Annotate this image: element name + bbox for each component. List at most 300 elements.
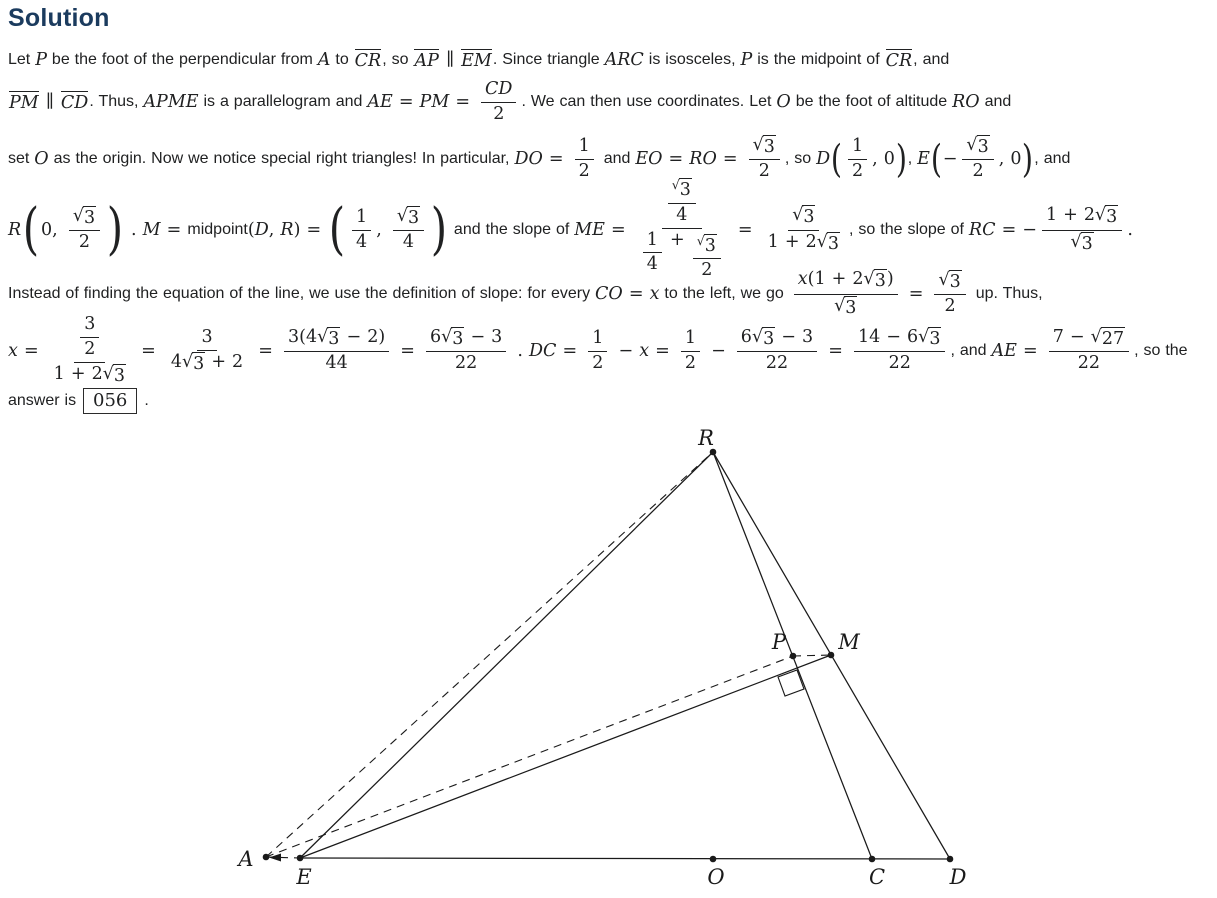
big-paren: (: [22, 197, 40, 262]
fraction-numerator: [197, 327, 216, 351]
math-roman: =: [604, 220, 632, 240]
math-roman: 22: [888, 353, 911, 374]
math-roman: 3: [407, 207, 420, 228]
math-roman: 1: [684, 327, 696, 348]
math-roman: =: [1016, 341, 1044, 361]
fraction: [167, 327, 247, 376]
solution-line-6: [8, 314, 1211, 386]
radical-sign-icon: √: [834, 295, 846, 316]
fraction-denominator: [885, 352, 915, 375]
math-variable: O: [34, 149, 49, 169]
math-roman: =: [716, 149, 744, 169]
fraction: [681, 328, 700, 375]
math-roman: ,: [376, 220, 388, 240]
text-run: .: [139, 392, 149, 409]
square-root: [918, 327, 941, 351]
fraction-numerator: [588, 328, 607, 352]
square-root: [834, 296, 857, 320]
math-roman: =: [394, 341, 421, 361]
radicand: [827, 232, 840, 256]
fraction-denominator: [672, 204, 691, 227]
math-roman: ): [886, 268, 894, 289]
math-roman: 3: [1081, 233, 1093, 254]
math-overline: PM: [9, 92, 39, 113]
fraction: [575, 136, 594, 183]
fraction-numerator: [352, 207, 371, 231]
math-variable: PM: [419, 92, 450, 112]
dashed-segment-PM: [793, 655, 831, 656]
fraction-numerator: [74, 314, 105, 363]
text-run: , and: [1034, 150, 1071, 167]
text-run: answer is: [8, 392, 82, 409]
math-roman: =: [662, 149, 690, 169]
math-roman: 1: [592, 327, 604, 348]
math-roman: 2: [493, 103, 505, 124]
fraction: [668, 178, 696, 227]
math-roman: 3: [977, 136, 989, 157]
fraction-numerator: [481, 79, 516, 103]
radicand: [874, 269, 887, 293]
point-C: [869, 856, 876, 863]
square-root: [182, 352, 205, 376]
math-roman: 4: [402, 232, 415, 253]
math-roman: 3: [704, 235, 716, 256]
math-roman: 6: [740, 326, 752, 347]
square-root: [697, 234, 717, 258]
math-roman: 14 − 6: [857, 326, 919, 347]
page-title: Solution: [8, 4, 110, 32]
math-variable: R: [280, 220, 294, 240]
text-run: . Thus,: [89, 93, 144, 110]
radical-sign-icon: √: [671, 176, 680, 192]
radical-sign-icon: √: [1070, 231, 1082, 252]
radical-sign-icon: √: [181, 351, 194, 372]
math-roman: 1: [578, 135, 590, 156]
solution-line-4: [8, 176, 1211, 281]
fraction-numerator: [662, 178, 702, 229]
label-A: A: [238, 847, 254, 871]
math-roman: 3: [763, 136, 775, 157]
math-roman: 3: [874, 270, 886, 291]
math-roman: =: [17, 341, 45, 361]
math-roman: (: [247, 220, 255, 240]
radical-sign-icon: √: [396, 205, 408, 226]
radicand: [1105, 205, 1118, 229]
fraction-numerator: [681, 328, 700, 352]
math-roman: =: [252, 341, 279, 361]
fraction: [481, 79, 516, 126]
big-paren: ): [895, 137, 907, 181]
fraction-numerator: [1042, 205, 1122, 231]
radicand: [1101, 327, 1125, 351]
math-roman: 2: [78, 232, 91, 253]
solution-paragraph: [8, 43, 1211, 419]
point-D: [947, 856, 954, 863]
math-variable: RO: [952, 92, 980, 112]
fraction: [749, 135, 780, 184]
radicand: [451, 327, 464, 351]
math-roman: 2: [578, 160, 590, 181]
fraction-numerator: [668, 178, 696, 204]
radical-sign-icon: √: [751, 326, 764, 347]
big-paren: (: [930, 137, 942, 181]
fraction: [69, 206, 100, 255]
square-root: [73, 206, 96, 230]
math-roman: 22: [455, 353, 478, 374]
math-roman: =: [822, 341, 849, 361]
math-roman: 2: [592, 352, 604, 373]
fraction: [643, 230, 662, 277]
point-A: [263, 854, 270, 861]
radical-sign-icon: √: [752, 134, 764, 155]
radicand: [113, 364, 126, 388]
text-run: , so: [382, 51, 414, 68]
triangle-diagram: [0, 425, 1217, 898]
big-paren: (: [328, 197, 346, 262]
fraction-denominator: [588, 352, 607, 375]
math-roman: =: [542, 149, 570, 169]
math-roman: =: [731, 220, 759, 240]
radical-sign-icon: √: [792, 204, 804, 225]
math-roman: 2: [852, 160, 864, 181]
math-roman: 0,: [41, 220, 64, 240]
radicand: [844, 296, 857, 320]
math-roman: 3: [193, 353, 205, 374]
radical-sign-icon: √: [317, 326, 329, 347]
radical-sign-icon: √: [696, 232, 705, 248]
fraction: [854, 327, 946, 376]
square-root: [792, 205, 815, 229]
big-paren: (: [831, 137, 843, 181]
math-roman: 3: [84, 314, 96, 335]
fraction: [352, 207, 371, 254]
fraction: [1042, 205, 1122, 256]
math-variable: RO: [689, 149, 717, 169]
fraction-numerator: [962, 135, 993, 161]
math-roman: 22: [765, 353, 789, 374]
text-run: . Since triangle: [492, 51, 605, 68]
point-P: [790, 653, 797, 660]
math-roman: 3: [929, 328, 941, 349]
text-run: as the origin. Now we notice special right triangles! In particular,: [48, 150, 515, 167]
fraction-denominator: [167, 351, 247, 376]
fraction-numerator: [426, 327, 506, 353]
fraction-numerator: [737, 327, 817, 353]
fraction-denominator: [764, 231, 844, 256]
fraction-denominator: [575, 160, 594, 183]
math-roman: 3: [679, 179, 691, 200]
fraction-denominator: [451, 352, 481, 375]
text-run: and: [598, 150, 636, 167]
fraction: [794, 269, 898, 320]
math-roman: −: [942, 149, 958, 169]
segment-ER: [300, 452, 713, 858]
fraction-denominator: [941, 295, 960, 318]
radical-sign-icon: √: [102, 364, 114, 384]
math-roman: 3: [803, 206, 815, 227]
math-roman: ∥: [39, 92, 60, 112]
radicand: [83, 206, 96, 230]
math-variable: ME: [574, 220, 605, 240]
fraction-numerator: [934, 270, 965, 296]
solution-line-1: [8, 43, 1211, 77]
big-paren: ): [430, 197, 448, 262]
square-root: [103, 364, 126, 388]
text-run: set: [8, 150, 35, 167]
square-root: [672, 178, 692, 202]
point-O: [710, 856, 717, 863]
fraction: [637, 178, 727, 282]
fraction-numerator: [854, 327, 946, 353]
math-overline: CR: [354, 50, 382, 71]
fraction-denominator: [830, 295, 861, 320]
radicand: [762, 327, 775, 351]
radicand: [407, 206, 420, 230]
math-overline: CD: [60, 92, 89, 113]
label-M: M: [838, 630, 860, 654]
radicand: [192, 352, 205, 376]
square-root: [753, 135, 776, 159]
solution-line-3: [8, 127, 1211, 191]
text-run: , so: [784, 150, 817, 167]
label-C: C: [868, 865, 886, 889]
point-M: [828, 652, 835, 659]
math-variable: EO: [635, 149, 663, 169]
math-roman: 3: [845, 297, 857, 318]
math-variable: x: [639, 341, 650, 361]
radicand: [704, 234, 717, 258]
math-roman: , 0: [872, 149, 895, 169]
fraction-denominator: [352, 231, 371, 254]
math-variable: P: [35, 50, 47, 70]
radical-sign-icon: √: [918, 326, 930, 347]
math-roman: 6: [429, 326, 442, 347]
math-variable: DC: [529, 341, 557, 361]
math-variable: x: [8, 341, 18, 361]
fraction-numerator: [69, 206, 100, 232]
text-run: is isosceles,: [643, 51, 741, 68]
fraction-denominator: [1066, 231, 1097, 256]
square-root: [752, 327, 775, 351]
fraction: [934, 270, 965, 319]
fraction-denominator: [399, 231, 418, 254]
fraction-denominator: [681, 352, 700, 375]
fraction-denominator: [489, 103, 508, 126]
math-roman: 44: [325, 353, 348, 374]
square-root: [966, 135, 989, 159]
fraction-numerator: [788, 205, 819, 231]
math-roman: 1: [356, 206, 368, 227]
math-roman: − 3: [464, 326, 503, 347]
fraction: [426, 327, 506, 376]
square-root: [397, 206, 420, 230]
math-variable: RC: [968, 220, 996, 240]
fraction: [848, 136, 867, 183]
fraction: [1049, 327, 1129, 376]
math-roman: 1: [646, 229, 658, 250]
solution-line-7: [8, 383, 1211, 419]
fraction-denominator: [755, 160, 774, 183]
math-roman: 2: [944, 296, 956, 317]
fraction: [737, 327, 817, 376]
fraction-numerator: [284, 327, 389, 353]
math-roman: =: [649, 341, 676, 361]
math-roman: .: [1127, 220, 1133, 240]
fraction: [588, 328, 607, 375]
math-overline: EM: [461, 50, 492, 71]
text-run: be the foot of the perpendicular from: [46, 51, 318, 68]
math-variable: E: [917, 149, 930, 169]
text-run: , so the slope of: [849, 221, 969, 238]
math-roman: 7 −: [1052, 326, 1091, 347]
math-roman: 3: [949, 271, 961, 292]
fraction: [393, 206, 424, 255]
fraction: [693, 234, 721, 283]
math-variable: AE: [991, 341, 1017, 361]
radical-sign-icon: √: [938, 269, 950, 290]
math-roman: 3: [201, 326, 213, 347]
math-roman: −: [705, 341, 732, 361]
segment-EM: [300, 655, 831, 858]
math-roman: =: [622, 284, 650, 304]
math-roman: 3(4: [288, 326, 318, 347]
square-root: [1095, 205, 1118, 229]
text-run: up. Thus,: [970, 285, 1043, 302]
math-roman: 3: [452, 328, 464, 349]
solution-text-column: [8, 4, 1211, 419]
text-run: is the midpoint of: [752, 51, 885, 68]
math-variable: P: [740, 50, 753, 70]
math-roman: = −: [995, 220, 1037, 240]
square-root: [441, 327, 464, 351]
math-roman: , 0: [998, 149, 1022, 169]
math-roman: ) =: [293, 220, 328, 240]
math-roman: 2: [758, 161, 770, 182]
radical-sign-icon: √: [441, 326, 453, 347]
math-roman: − 2): [340, 326, 386, 347]
math-roman: =: [449, 92, 477, 112]
math-roman: 27: [1101, 328, 1125, 349]
solution-line-5: [8, 269, 1211, 319]
fraction-denominator: [643, 253, 662, 276]
fraction-denominator: [848, 160, 867, 183]
radicand: [1081, 232, 1094, 256]
segment-ED: [300, 858, 950, 859]
math-roman: 4: [356, 231, 368, 252]
fraction-numerator: [80, 314, 99, 338]
math-roman: 4: [646, 254, 658, 275]
fraction-numerator: [643, 230, 662, 254]
math-roman: −: [612, 341, 640, 361]
math-roman: − 3: [775, 326, 814, 347]
math-roman: 1 + 2: [767, 231, 817, 252]
math-variable: x: [797, 268, 808, 289]
fraction-numerator: [794, 269, 898, 295]
math-roman: 1 + 2: [1045, 204, 1096, 225]
fraction-denominator: [75, 231, 94, 254]
math-variable: AE: [367, 92, 393, 112]
fraction-denominator: [697, 259, 716, 282]
math-roman: .: [511, 341, 530, 361]
big-paren: ): [106, 197, 124, 262]
label-R: R: [698, 426, 714, 450]
math-roman: 4: [170, 351, 182, 372]
radicand: [949, 270, 962, 294]
math-variable: CO: [595, 284, 623, 304]
radicand: [327, 327, 340, 351]
radical-sign-icon: √: [1090, 326, 1102, 347]
text-run: Let: [8, 51, 36, 68]
math-variable: D: [254, 220, 269, 240]
math-roman: + 2: [205, 351, 244, 372]
fraction-denominator: [50, 363, 130, 388]
text-run: . We can then use coordinates. Let: [521, 93, 777, 110]
label-O: O: [707, 865, 725, 889]
fraction-numerator: [749, 135, 780, 161]
radical-sign-icon: √: [863, 268, 875, 289]
square-root: [317, 327, 340, 351]
text-run: , and: [913, 51, 950, 68]
radicand: [679, 178, 692, 202]
math-roman: 3: [83, 207, 96, 228]
radicand: [763, 135, 776, 159]
radicand: [977, 135, 990, 159]
math-variable: O: [776, 92, 791, 112]
square-root: [817, 232, 840, 256]
fraction-numerator: [693, 234, 721, 260]
radical-sign-icon: √: [966, 134, 978, 155]
math-roman: ,: [268, 220, 281, 240]
fraction: [80, 314, 99, 361]
point-E: [297, 855, 304, 862]
dashed-segment-AP: [266, 656, 793, 857]
fraction: [962, 135, 993, 184]
math-overline: CR: [885, 50, 913, 71]
math-roman: 2: [972, 161, 984, 182]
math-roman: 3: [827, 233, 840, 254]
radical-sign-icon: √: [1095, 204, 1107, 225]
solution-line-2: [8, 77, 1211, 127]
math-roman: 3: [763, 328, 775, 349]
radical-sign-icon: √: [816, 231, 828, 252]
square-root: [864, 269, 887, 293]
math-roman: =: [902, 284, 930, 304]
math-roman: .: [124, 220, 143, 240]
big-paren: ): [1022, 137, 1034, 181]
math-variable: R: [8, 220, 22, 240]
square-root: [938, 270, 961, 294]
math-roman: 1: [852, 135, 864, 156]
text-run: , and: [950, 342, 992, 359]
triangle-diagram-container: [0, 425, 1217, 898]
math-overline: AP: [414, 50, 439, 71]
text-run: to the left, we go: [659, 285, 789, 302]
fraction-denominator: [968, 160, 987, 183]
math-roman: =: [135, 341, 162, 361]
text-run: and the slope of: [448, 221, 575, 238]
math-roman: 22: [1077, 353, 1101, 374]
fraction-denominator: [321, 352, 351, 375]
math-roman: 2: [701, 260, 713, 281]
math-roman: 3: [328, 328, 340, 349]
fraction-denominator: [80, 338, 99, 361]
fraction-numerator: [848, 136, 867, 160]
math-roman: 2: [84, 339, 96, 360]
label-P: P: [771, 630, 787, 654]
fraction: [50, 314, 130, 388]
math-roman: =: [392, 92, 420, 112]
math-variable: x: [649, 284, 660, 304]
